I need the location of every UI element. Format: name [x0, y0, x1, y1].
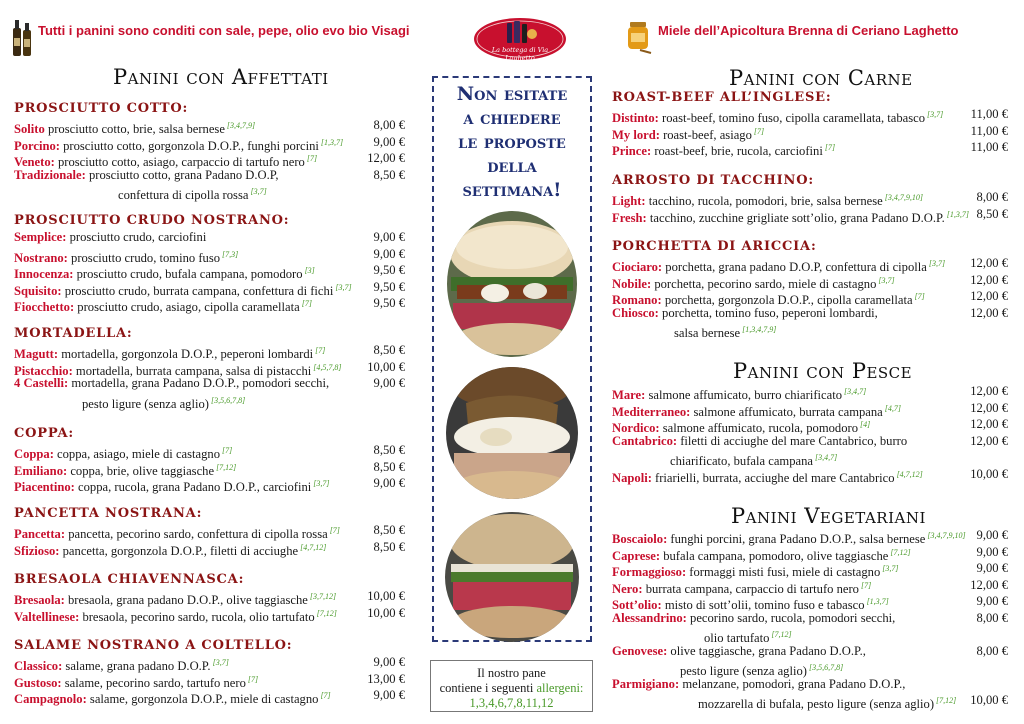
item-price: 8,00 €	[976, 610, 1008, 625]
item-name: Solito	[14, 122, 45, 137]
item-description: roast-beef, brie, rucola, carciofini	[651, 144, 823, 159]
item-description: prosciutto cotto, grana Padano D.O.P,	[85, 167, 279, 182]
item-name: Piacentino:	[14, 480, 75, 495]
item-price: 9,00 €	[373, 476, 405, 490]
item-name: Porcino:	[14, 138, 60, 153]
allergen-list: 1,3,4,6,7,8,11,12	[469, 696, 554, 710]
item-price: 11,00 €	[970, 107, 1008, 121]
condiment-note: Tutti i panini sono conditi con sale, pepe, olio evo bio Visagi	[38, 23, 410, 38]
item-description: prosciutto cotto, brie, salsa bernese	[44, 122, 225, 137]
item-name: Fresh:	[612, 210, 647, 225]
item-price: 8,00 €	[976, 190, 1008, 204]
item-name: Bresaola:	[14, 593, 65, 608]
promo-line: le proposte	[458, 131, 566, 153]
item-description: tacchino, rucola, pomodori, brie, salsa bernese	[645, 194, 883, 209]
item-name: Mare:	[612, 388, 646, 403]
item-name: Caprese:	[612, 548, 661, 563]
item-allergens: [3,5,6,7,8]	[808, 663, 844, 672]
menu-item	[612, 207, 969, 227]
item-allergens: [7,12]	[316, 608, 337, 618]
allergen-line-1: Il nostro pane	[477, 666, 546, 680]
item-price: 12,00 €	[970, 577, 1008, 592]
allergen-word: allergeni:	[536, 681, 584, 695]
item-description: burrata campana, carpaccio di tartufo nero	[642, 581, 859, 596]
item-description: melanzane, pomodori, grana Padano D.O.P.,	[679, 676, 906, 691]
item-allergens: [3,4,7,9,10]	[927, 531, 966, 540]
item-price: 12,00 €	[970, 384, 1008, 398]
category-heading: ARROSTO DI TACCHINO:	[612, 173, 814, 188]
item-description: porchetta, gorgonzola D.O.P., cipolla caramellata	[661, 293, 913, 308]
item-allergens: [3,4,7,9]	[226, 121, 256, 130]
item-continuation	[674, 322, 776, 342]
item-description: salame, grana padano D.O.P.	[62, 659, 211, 674]
item-allergens: [4,7]	[884, 403, 901, 413]
item-allergens: [3,7]	[313, 479, 330, 488]
item-allergens: [1,3,7]	[320, 137, 344, 147]
menu-item	[612, 677, 905, 693]
item-price: 9,00 €	[976, 544, 1008, 559]
item-allergens: [7]	[914, 292, 925, 301]
category-heading: MORTADELLA:	[14, 326, 133, 341]
item-allergens: [7]	[329, 526, 340, 535]
item-allergens: [3,7]	[882, 564, 899, 573]
item-allergens: [3,5,6,7,8]	[210, 395, 246, 405]
item-description: salmone affumicato, burrata campana	[690, 404, 883, 419]
item-price: 9,00 €	[976, 528, 1008, 542]
item-price: 9,00 €	[373, 655, 405, 669]
item-description: bresaola, pecorino sardo, rucola, olio tartufato	[79, 609, 315, 624]
item-price: 9,00 €	[373, 688, 405, 702]
menu-item	[14, 296, 312, 316]
item-price: 9,00 €	[373, 246, 405, 261]
item-name: Romano:	[612, 293, 662, 308]
item-description: confettura di cipolla rossa	[118, 188, 249, 203]
item-description: prosciutto crudo, asiago, cipolla caramellata	[74, 300, 300, 315]
item-name: 4 Castelli:	[14, 376, 69, 390]
item-description: mortadella, burrata campana, salsa di pistacchi	[72, 363, 312, 378]
item-allergens: [7,3]	[222, 249, 239, 259]
sandwich-photo-3	[445, 512, 579, 642]
item-name: Pistacchio:	[14, 363, 73, 378]
menu-item	[612, 644, 866, 660]
item-allergens: [1,3,7]	[866, 597, 889, 606]
item-price: 12,00 €	[367, 151, 405, 165]
item-name: Semplice:	[14, 230, 67, 244]
logo-text: La bottega di Via Laghetto	[491, 46, 549, 62]
item-name: Alessandrino:	[612, 610, 687, 625]
section-title: Panini con Carne	[729, 66, 913, 90]
item-description: bufala campana, pomodoro, olive taggiasche	[660, 548, 889, 563]
item-continuation	[118, 184, 267, 204]
item-allergens: [3,7]	[212, 658, 229, 667]
item-description: coppa, rucola, grana Padano D.O.P., carciofini	[74, 480, 312, 495]
item-price: 9,50 €	[373, 263, 405, 277]
item-allergens: [7]	[753, 126, 765, 136]
item-name: Genovese:	[612, 643, 668, 658]
item-price: 8,00 €	[976, 643, 1008, 658]
item-description: salame, gorgonzola D.O.P., miele di castagno	[86, 692, 319, 707]
item-name: My lord:	[612, 127, 660, 142]
item-description: porchetta, grana padano D.O.P, confettura di cipolla	[662, 260, 927, 275]
category-heading: PORCHETTA DI ARICCIA:	[612, 239, 817, 254]
item-price: 8,50 €	[373, 459, 405, 474]
item-price: 12,00 €	[970, 289, 1008, 303]
item-allergens: [7]	[301, 299, 312, 308]
item-description: formaggi misti fusi, miele di castagno	[686, 565, 881, 580]
item-price: 9,50 €	[373, 296, 405, 310]
item-allergens: [7]	[824, 143, 836, 152]
item-allergens: [7,12]	[771, 630, 792, 639]
bread-allergen-box	[430, 660, 593, 712]
item-name: Fiocchetto:	[14, 300, 75, 315]
item-allergens: [3,7]	[335, 282, 352, 292]
item-price: 9,00 €	[373, 230, 405, 244]
item-description: roast-beef, asiago	[659, 127, 752, 142]
item-allergens: [3,7]	[928, 259, 946, 268]
menu-item	[14, 688, 331, 708]
menu-item	[612, 467, 923, 487]
item-price: 12,00 €	[970, 272, 1008, 287]
item-name: Formaggioso:	[612, 565, 687, 580]
item-description: tacchino, zucchine grigliate sott’olio, grana Padano D.O.P.	[646, 210, 945, 225]
item-description: pancetta, pecorino sardo, confettura di cipolla rossa	[65, 527, 328, 542]
item-name: Campagnolo:	[14, 692, 87, 707]
item-description: mortadella, gorgonzola D.O.P., peperoni lombardi	[58, 347, 314, 362]
item-allergens: [3,4,7]	[844, 387, 867, 396]
menu-item	[612, 306, 878, 322]
item-price: 10,00 €	[970, 693, 1008, 707]
item-name: Pancetta:	[14, 527, 66, 542]
category-heading: COPPA:	[14, 426, 74, 441]
item-continuation	[82, 393, 245, 413]
item-price: 10,00 €	[970, 466, 1008, 481]
item-price: 13,00 €	[367, 671, 405, 686]
item-allergens: [7]	[247, 674, 259, 684]
item-name: Prince:	[612, 144, 652, 159]
item-allergens: [3,4,7]	[815, 453, 838, 462]
promo-line: a chiedere	[463, 107, 561, 129]
item-allergens: [3,7,12]	[309, 592, 337, 601]
item-price: 12,00 €	[970, 305, 1008, 320]
item-description: misto di sott’olii, tomino fuso e tabasco	[661, 598, 865, 613]
item-description: salmone affumicato, rucola, pomodoro	[659, 421, 858, 436]
item-price: 8,50 €	[373, 539, 405, 554]
item-name: Distinto:	[612, 111, 659, 126]
item-allergens: [4]	[860, 420, 871, 429]
item-price: 9,00 €	[976, 561, 1008, 575]
item-name: Napoli:	[612, 470, 652, 485]
item-name: Squisito:	[14, 283, 62, 298]
item-continuation	[698, 693, 956, 713]
item-allergens: [7]	[315, 346, 326, 355]
item-price: 10,00 €	[367, 589, 405, 603]
menu-item	[14, 230, 206, 246]
olive-oil-bottles-icon	[10, 14, 34, 58]
item-price: 8,50 €	[373, 523, 405, 537]
item-price: 12,00 €	[970, 400, 1008, 415]
item-allergens: [4,7,12]	[896, 469, 923, 479]
item-description: porchetta, pecorino sardo, miele di castagno	[651, 276, 877, 291]
item-description: coppa, brie, olive taggiasche	[67, 463, 215, 478]
item-name: Classico:	[14, 659, 63, 674]
item-name: Ciociaro:	[612, 260, 663, 275]
item-price: 8,50 €	[373, 343, 405, 357]
item-allergens: [7,12]	[936, 696, 957, 705]
item-allergens: [7]	[306, 154, 318, 163]
item-name: Sott’olio:	[612, 598, 662, 613]
promo-line: della	[487, 155, 537, 177]
item-allergens: [3]	[304, 266, 315, 275]
item-description: pesto ligure (senza aglio)	[680, 664, 807, 679]
item-description: salsa bernese	[674, 326, 741, 341]
item-price: 12,00 €	[970, 433, 1008, 448]
item-name: Valtellinese:	[14, 609, 80, 624]
promo-line: Non esitate	[456, 83, 568, 105]
item-description: pecorino sardo, rucola, pomodori secchi,	[686, 610, 896, 625]
item-description: prosciutto crudo, tomino fuso	[67, 250, 221, 265]
category-heading: ROAST-BEEF ALL’INGLESE:	[612, 90, 832, 105]
item-allergens: [4,5,7,8]	[313, 362, 342, 372]
shop-logo	[472, 17, 568, 61]
section-title: Panini Vegetariani	[731, 504, 926, 528]
allergen-label: contiene i seguenti	[439, 681, 537, 695]
category-heading: PANCETTA NOSTRANA:	[14, 506, 203, 521]
sandwich-photo-2	[446, 367, 578, 499]
allergen-line-2	[431, 681, 592, 696]
item-name: Boscaiolo:	[612, 532, 668, 547]
item-description: coppa, asiago, miele di castagno	[53, 447, 221, 462]
weekly-promo-text	[434, 82, 590, 202]
item-allergens: [3,7]	[927, 110, 944, 119]
item-name: Tradizionale:	[14, 167, 86, 182]
item-name: Cantabrico:	[612, 433, 678, 448]
item-price: 10,00 €	[367, 359, 405, 374]
item-name: Light:	[612, 194, 646, 209]
menu-item	[612, 140, 835, 160]
item-price: 9,00 €	[976, 594, 1008, 608]
item-description: funghi porcini, grana Padano D.O.P., salsa bernese	[667, 532, 926, 547]
item-name: Gustoso:	[14, 675, 62, 690]
item-description: chiarificato, bufala campana	[670, 454, 813, 469]
item-description: bresaola, grana padano D.O.P., olive taggiasche	[64, 593, 308, 608]
item-allergens: [7]	[860, 580, 872, 590]
item-description: prosciutto crudo, bufala campana, pomodoro	[73, 267, 303, 282]
item-name: Veneto:	[14, 155, 55, 170]
category-heading: PROSCIUTTO CRUDO NOSTRANO:	[14, 213, 290, 228]
item-description: salmone affumicato, burro chiarificato	[645, 388, 842, 403]
item-name: Innocenza:	[14, 267, 74, 282]
item-name: Coppa:	[14, 447, 54, 462]
item-price: 8,50 €	[373, 443, 405, 457]
item-price: 8,50 €	[976, 206, 1008, 221]
item-allergens: [7]	[320, 691, 331, 700]
item-allergens: [3,7]	[250, 187, 267, 196]
item-name: Nordico:	[612, 421, 660, 436]
item-description: mortadella, grana Padano D.O.P., pomodori secchi,	[68, 376, 330, 390]
menu-item	[14, 168, 279, 184]
menu-item	[14, 476, 330, 496]
item-price: 9,50 €	[373, 279, 405, 294]
item-description: filetti di acciughe del mare Cantabrico, burro	[677, 433, 908, 448]
item-price: 8,50 €	[373, 167, 405, 182]
item-name: Nostrano:	[14, 250, 68, 265]
item-name: Magutt:	[14, 347, 59, 362]
item-name: Nero:	[612, 581, 643, 596]
menu-item	[14, 376, 329, 392]
item-allergens: [7,12]	[216, 462, 237, 472]
item-description: prosciutto crudo, burrata campana, confettura di fichi	[61, 283, 334, 298]
sandwich-photo-1	[447, 211, 577, 357]
item-allergens: [7]	[222, 446, 233, 455]
item-description: olive taggiasche, grana Padano D.O.P.,	[667, 643, 866, 658]
honey-note: Miele dell’Apicoltura Brenna di Ceriano Laghetto	[658, 23, 959, 38]
item-allergens: [1,3,4,7,9]	[742, 325, 777, 334]
item-price: 12,00 €	[970, 256, 1008, 270]
item-allergens: [1,3,7]	[946, 209, 969, 219]
menu-item	[612, 434, 907, 450]
category-heading: PROSCIUTTO COTTO:	[14, 101, 189, 116]
item-allergens: [3,4,7,9,10]	[884, 193, 923, 202]
honey-jar-icon	[626, 20, 652, 54]
item-price: 9,00 €	[373, 376, 405, 390]
item-price: 10,00 €	[367, 605, 405, 620]
menu-item	[14, 606, 337, 626]
section-title-affettati: Panini con Affettati	[113, 65, 329, 89]
item-name: Nobile:	[612, 276, 652, 291]
category-heading: BRESAOLA CHIAVENNASCA:	[14, 572, 245, 587]
item-description: porchetta, tomino fuso, peperoni lombardi,	[658, 305, 878, 320]
item-description: friarielli, burrata, acciughe del mare Cantabrico	[651, 470, 895, 485]
menu-item	[14, 540, 326, 560]
promo-line: settimana!	[462, 179, 562, 201]
item-description: salame, pecorino sardo, tartufo nero	[61, 675, 246, 690]
item-allergens: [4,7,12]	[300, 542, 327, 552]
item-name: Sfizioso:	[14, 543, 60, 558]
item-name: Chiosco:	[612, 305, 659, 320]
item-price: 8,00 €	[373, 118, 405, 132]
item-name: Mediterraneo:	[612, 404, 691, 419]
item-description: pancetta, gorgonzola D.O.P., filetti di acciughe	[59, 543, 299, 558]
item-description: prosciutto crudo, carciofini	[66, 230, 207, 244]
item-name: Emiliano:	[14, 463, 68, 478]
item-price: 11,00 €	[970, 140, 1008, 154]
item-description: pesto ligure (senza aglio)	[82, 396, 209, 411]
section-title: Panini con Pesce	[733, 359, 913, 383]
item-description: roast-beef, tomino fuso, cipolla caramellata, tabasco	[658, 111, 926, 126]
category-heading: SALAME NOSTRANO A COLTELLO:	[14, 638, 293, 653]
item-price: 9,00 €	[373, 134, 405, 149]
item-price: 12,00 €	[970, 417, 1008, 431]
item-allergens: [7,12]	[890, 547, 911, 557]
item-description: olio tartufato	[704, 631, 770, 646]
item-price: 11,00 €	[970, 123, 1008, 138]
item-description: prosciutto cotto, gorgonzola D.O.P., funghi porcini	[59, 138, 319, 153]
menu-item	[612, 611, 895, 627]
item-description: mozzarella di bufala, pesto ligure (senza aglio)	[698, 697, 935, 712]
item-description: prosciutto cotto, asiago, carpaccio di tartufo nero	[54, 155, 305, 170]
item-allergens: [3,7]	[878, 275, 895, 285]
item-name: Parmigiano:	[612, 676, 680, 691]
